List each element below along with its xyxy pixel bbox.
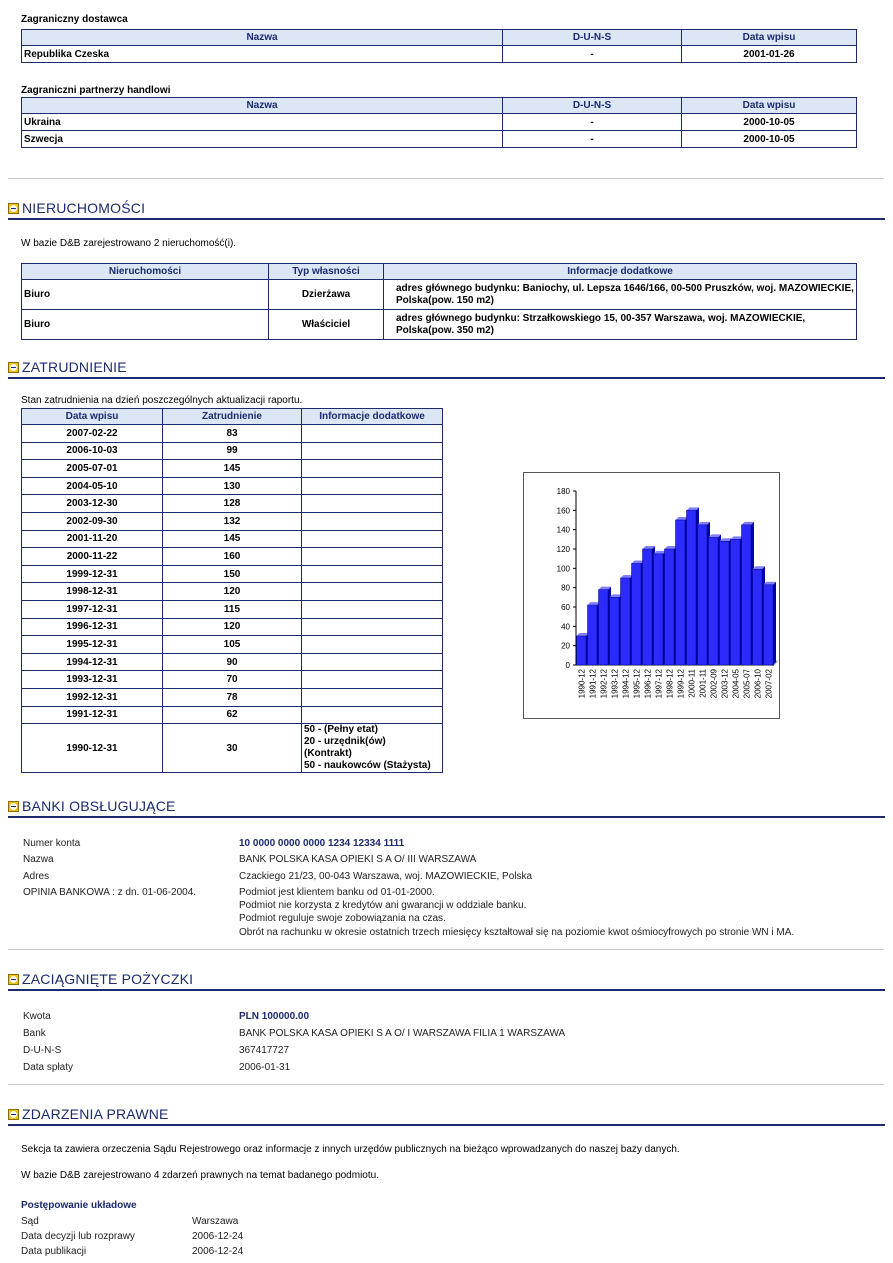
cell-info (302, 495, 443, 513)
table-row (22, 131, 857, 148)
bank-details (23, 838, 883, 948)
bar (654, 554, 664, 665)
x-tick-label: 1991-12 (588, 669, 598, 699)
divider (8, 949, 884, 950)
cell-info (302, 548, 443, 566)
employment-table (21, 408, 443, 773)
cell-date: 2000-11-22 (22, 548, 163, 566)
supplier-caption: Zagraniczny dostawca (21, 14, 128, 25)
x-tick-label: 2006-10 (753, 669, 763, 699)
bar (599, 590, 609, 665)
court-label: Sąd (21, 1216, 39, 1227)
col-date: Data wpisu (682, 98, 857, 114)
banks-section-header[interactable] (8, 798, 885, 818)
duns-label: D-U-N-S (23, 1045, 62, 1056)
bar (621, 578, 631, 665)
employment-intro: Stan zatrudnienia na dzień poszczególnych aktualizacji raportu. (21, 395, 303, 406)
cell-date: 2000-10-05 (682, 114, 857, 131)
cell-value: 160 (163, 548, 302, 566)
cell-name: Ukraina (22, 114, 503, 131)
cell-date: 2004-05-10 (22, 477, 163, 495)
cell-date: 1992-12-31 (22, 688, 163, 706)
cell-date: 2001-01-26 (682, 46, 857, 63)
bank-value: BANK POLSKA KASA OPIEKI S A O/ I WARSZAWA FILIA 1 WARSZAWA (239, 1028, 566, 1039)
y-tick-label: 140 (556, 525, 570, 535)
x-tick-label: 1997-12 (654, 669, 664, 699)
table-row (22, 442, 443, 460)
cell-date: 2001-11-20 (22, 530, 163, 548)
cell-value: 130 (163, 477, 302, 495)
collapse-icon[interactable] (8, 1109, 19, 1120)
cell-info (302, 636, 443, 654)
cell-value: 90 (163, 653, 302, 671)
collapse-icon[interactable] (8, 801, 19, 812)
table-row (22, 114, 857, 131)
cell-date: 2005-07-01 (22, 460, 163, 478)
supplier-table (21, 29, 857, 63)
col-date: Data wpisu (682, 30, 857, 46)
table-row (22, 653, 443, 671)
cell-date: 2003-12-30 (22, 495, 163, 513)
bar (632, 564, 642, 666)
section-title: BANKI OBSŁUGUJĄCE (22, 798, 176, 814)
cell-info: adres głównego budynku: Strzałkowskiego 15, 00-357 Warszawa, woj. MAZOWIECKIE, Polska(pow. 350 m2) (384, 310, 857, 340)
info-line: 50 - (Pełny etat) (304, 724, 378, 736)
x-tick-label: 1999-12 (676, 669, 686, 699)
table-row (22, 600, 443, 618)
y-tick-label: 180 (556, 487, 570, 496)
y-tick-label: 80 (561, 583, 570, 593)
cell-info (302, 724, 443, 773)
account-label: Numer konta (23, 838, 81, 849)
partners-table (21, 97, 857, 148)
bar (709, 537, 719, 665)
col-date: Data wpisu (22, 409, 163, 425)
table-row (22, 724, 443, 773)
cell-duns: - (503, 46, 682, 63)
x-tick-label: 2002-09 (709, 669, 719, 699)
bar (665, 549, 675, 665)
chart-svg (524, 473, 779, 718)
address-value: Czackiego 21/23, 00-043 Warszawa, woj. MAZOWIECKIE, Polska (239, 871, 533, 882)
cell-property: Biuro (22, 310, 269, 340)
address-label: Adres (23, 871, 50, 882)
y-tick-label: 40 (561, 622, 570, 632)
loans-section-header[interactable] (8, 971, 885, 991)
info-line: 20 - urzędnik(ów) (304, 736, 386, 748)
collapse-icon[interactable] (8, 974, 19, 985)
bar (720, 541, 730, 665)
cell-date: 2002-09-30 (22, 512, 163, 530)
x-tick-label: 1996-12 (643, 669, 653, 699)
cell-value: 99 (163, 442, 302, 460)
cell-value: 83 (163, 425, 302, 443)
cell-info: adres głównego budynku: Baniochy, ul. Lepsza 1646/166, 00-500 Pruszków, woj. MAZOWIECKIE, Polska(pow. 150 m2) (384, 280, 857, 310)
cell-name: Republika Czeska (22, 46, 503, 63)
cell-info (302, 618, 443, 636)
opinion-label: OPINIA BANKOWA : z dn. 01-06-2004. (23, 887, 197, 898)
cell-name: Szwecja (22, 131, 503, 148)
table-row (22, 495, 443, 513)
amount-value: PLN 100000.00 (239, 1011, 310, 1022)
name-label: Nazwa (23, 854, 54, 865)
account-value: 10 0000 0000 0000 1234 12334 1111 (239, 838, 405, 849)
cell-property: Biuro (22, 280, 269, 310)
repay-label: Data spłaty (23, 1062, 74, 1073)
cell-date: 1990-12-31 (22, 724, 163, 773)
pub-value: 2006-12-24 (192, 1246, 244, 1257)
cell-value: 115 (163, 600, 302, 618)
table-row (22, 565, 443, 583)
table-row (22, 671, 443, 689)
cell-date: 1991-12-31 (22, 706, 163, 724)
table-row (22, 548, 443, 566)
cell-value: 128 (163, 495, 302, 513)
x-tick-label: 1998-12 (665, 669, 675, 699)
col-property: Nieruchomości (22, 264, 269, 280)
x-tick-label: 1995-12 (632, 669, 642, 699)
legal-details (21, 1216, 881, 1262)
bar (676, 520, 686, 665)
cell-info (302, 706, 443, 724)
bar (610, 597, 620, 665)
y-tick-label: 0 (565, 661, 570, 670)
cell-duns: - (503, 131, 682, 148)
opinion-line: Podmiot jest klientem banku od 01-01-2000. (239, 887, 435, 898)
x-tick-label: 1993-12 (610, 669, 620, 699)
cell-info (302, 583, 443, 601)
decision-value: 2006-12-24 (192, 1231, 244, 1242)
amount-label: Kwota (23, 1011, 51, 1022)
info-line: 50 - naukowców (Stażysta) (304, 760, 431, 772)
x-tick-label: 1994-12 (621, 669, 631, 699)
employment-chart (523, 472, 780, 719)
table-row (22, 280, 857, 310)
opinion-line: Obrót na rachunku w okresie ostatnich trzech miesięcy kształtował się na poziomie kwot ośmiocyfrowych po stronie WN i MA. (239, 927, 795, 938)
y-tick-label: 100 (556, 564, 570, 574)
table-row (22, 425, 443, 443)
y-tick-label: 120 (556, 545, 570, 554)
legal-section-header[interactable] (8, 1106, 885, 1126)
property-section-header[interactable] (8, 200, 885, 220)
x-tick-label: 2007-02 (764, 669, 774, 699)
cell-info (302, 512, 443, 530)
cell-date: 2000-10-05 (682, 131, 857, 148)
bar (753, 569, 763, 665)
cell-info (302, 565, 443, 583)
cell-duns: - (503, 114, 682, 131)
section-title: ZACIĄGNIĘTE POŻYCZKI (22, 971, 194, 987)
divider (8, 1084, 884, 1085)
x-tick-label: 2005-07 (742, 669, 752, 699)
cell-info (302, 688, 443, 706)
cell-date: 1998-12-31 (22, 583, 163, 601)
table-row (22, 636, 443, 654)
col-name: Nazwa (22, 98, 503, 114)
col-duns: D-U-N-S (503, 98, 682, 114)
bar (731, 539, 741, 665)
bar (698, 525, 708, 665)
cell-date: 2007-02-22 (22, 425, 163, 443)
x-tick-label: 2004-05 (731, 669, 741, 699)
table-row (22, 46, 857, 63)
col-name: Nazwa (22, 30, 503, 46)
cell-info (302, 425, 443, 443)
duns-value: 367417727 (239, 1045, 290, 1056)
cell-value: 150 (163, 565, 302, 583)
cell-date: 1995-12-31 (22, 636, 163, 654)
cell-value: 145 (163, 460, 302, 478)
bank-label: Bank (23, 1028, 46, 1039)
section-title: ZATRUDNIENIE (22, 359, 127, 375)
bar (643, 549, 653, 665)
section-title: NIERUCHOMOŚCI (22, 200, 146, 216)
x-tick-label: 2003-12 (720, 669, 730, 699)
y-tick-label: 20 (561, 641, 570, 651)
bar (577, 636, 587, 665)
cell-date: 1999-12-31 (22, 565, 163, 583)
cell-value: 132 (163, 512, 302, 530)
col-info: Informacje dodatkowe (302, 409, 443, 425)
name-value: BANK POLSKA KASA OPIEKI S A O/ III WARSZAWA (239, 854, 477, 865)
opinion-line: Podmiot nie korzysta z kredytów ani gwarancji w oddziale banku. (239, 900, 527, 911)
col-info: Informacje dodatkowe (384, 264, 857, 280)
table-row (22, 477, 443, 495)
x-tick-label: 2001-11 (698, 669, 708, 698)
collapse-icon[interactable] (8, 362, 19, 373)
cell-info (302, 442, 443, 460)
legal-intro: Sekcja ta zawiera orzeczenia Sądu Rejestrowego oraz informacje z innych urzędów publicznych na bieżąco wprowadzanych do naszej bazy danych. (21, 1144, 680, 1155)
cell-info (302, 671, 443, 689)
employment-section-header[interactable] (8, 359, 885, 379)
table-row (22, 583, 443, 601)
info-line: (Kontrakt) (304, 748, 352, 760)
property-table (21, 263, 857, 340)
col-duns: D-U-N-S (503, 30, 682, 46)
table-row (22, 460, 443, 478)
col-employment: Zatrudnienie (163, 409, 302, 425)
x-tick-label: 2000-11 (687, 669, 697, 698)
cell-value: 120 (163, 583, 302, 601)
cell-info (302, 477, 443, 495)
table-row (22, 512, 443, 530)
section-title: ZDARZENIA PRAWNE (22, 1106, 169, 1122)
legal-subtitle: Postępowanie układowe (21, 1200, 137, 1211)
table-row (22, 706, 443, 724)
pub-label: Data publikacji (21, 1246, 87, 1257)
bar (764, 585, 774, 665)
cell-value: 105 (163, 636, 302, 654)
col-ownership: Typ własności (269, 264, 384, 280)
cell-value: 70 (163, 671, 302, 689)
cell-ownership: Dzierżawa (269, 280, 384, 310)
y-tick-label: 60 (561, 603, 570, 612)
cell-date: 1994-12-31 (22, 653, 163, 671)
bar-side (773, 582, 776, 665)
opinion-line: Podmiot reguluje swoje zobowiązania na czas. (239, 913, 446, 924)
x-tick-label: 1992-12 (599, 669, 609, 699)
cell-value: 120 (163, 618, 302, 636)
table-row (22, 688, 443, 706)
cell-date: 2006-10-03 (22, 442, 163, 460)
cell-date: 1996-12-31 (22, 618, 163, 636)
bar (588, 605, 598, 665)
loan-details (23, 1011, 883, 1081)
legal-count: W bazie D&B zarejestrowano 4 zdarzeń prawnych na temat badanego podmiotu. (21, 1170, 379, 1181)
cell-value: 30 (163, 724, 302, 773)
collapse-icon[interactable] (8, 203, 19, 214)
repay-value: 2006-01-31 (239, 1062, 291, 1073)
decision-label: Data decyzji lub rozprawy (21, 1231, 135, 1242)
cell-value: 78 (163, 688, 302, 706)
cell-ownership: Właściciel (269, 310, 384, 340)
x-tick-label: 1990-12 (577, 669, 587, 699)
cell-value: 145 (163, 530, 302, 548)
table-row (22, 310, 857, 340)
court-value: Warszawa (192, 1216, 239, 1227)
table-row (22, 530, 443, 548)
bar (742, 525, 752, 665)
bar (687, 510, 697, 665)
cell-date: 1993-12-31 (22, 671, 163, 689)
cell-value: 62 (163, 706, 302, 724)
property-intro: W bazie D&B zarejestrowano 2 nieruchomość(i). (21, 238, 237, 249)
partners-caption: Zagraniczni partnerzy handlowi (21, 85, 171, 96)
cell-info (302, 600, 443, 618)
cell-info (302, 653, 443, 671)
cell-info (302, 530, 443, 548)
y-tick-label: 160 (556, 506, 570, 516)
cell-info (302, 460, 443, 478)
cell-date: 1997-12-31 (22, 600, 163, 618)
divider (8, 178, 884, 179)
table-row (22, 618, 443, 636)
